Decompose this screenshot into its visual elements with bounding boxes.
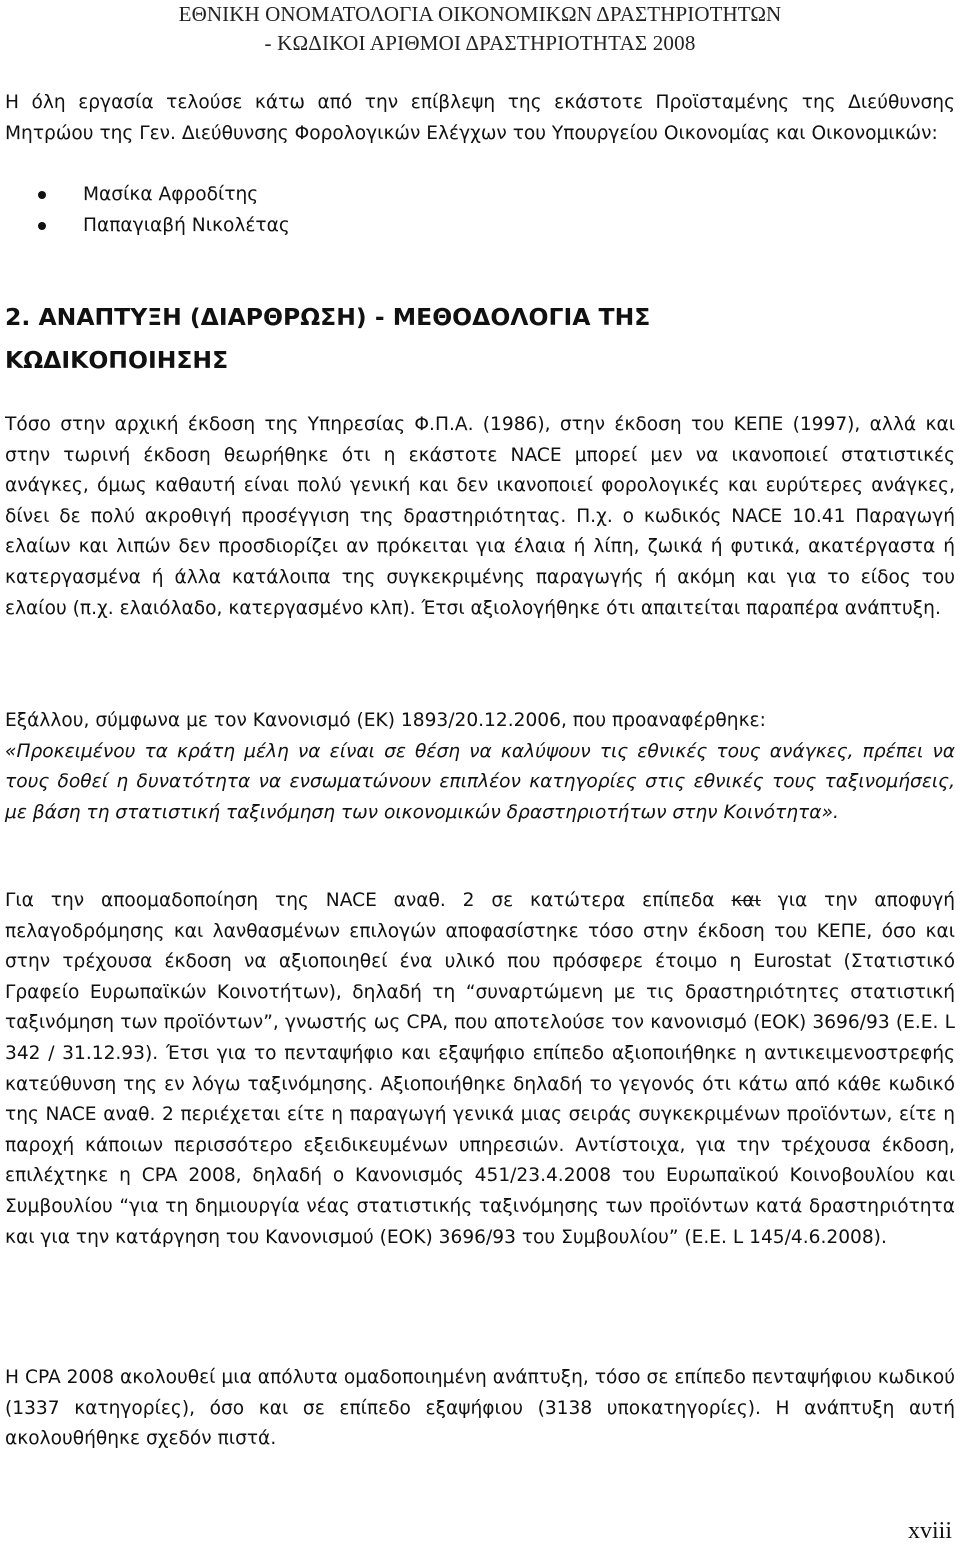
header-line-2: - ΚΩΔΙΚΟΙ ΑΡΙΘΜΟΙ ΔΡΑΣΤΗΡΙΟΤΗΤΑΣ 2008 <box>264 31 696 55</box>
section-heading <box>5 296 905 382</box>
paragraph-text-part-2: για την αποφυγή πελαγοδρόμησης και λανθασμένων επιλογών αποφασίστηκε τόσο στην έκδοση του ΚΕΠΕ, όσο και στην τρέχουσα έκδοση να αξιοποιηθεί ένα υλικό που πρόσφερε έτοιμο η Eurostat (Στατιστικό Γραφείο Ευρωπαϊκών Κοινοτήτων), δηλαδή τη “συναρτώμενη με τις δραστηριότητες στατιστική ταξινόμηση των προϊόντων”, γνωστής ως CPA, που αποτελούσε τον κανονισμό (ΕΟΚ) 3696/93 (Ε.Ε. L 342 / 31.12.93). Έτσι για το πενταψήφιο και εξαψήφιο επίπεδο αξιοποιήθηκε η αντικειμενοστρεφής κατεύθυνση της εν λόγω ταξινόμησης. Αξιοποιήθηκε δηλαδή το γεγονός ότι κάτω από κάθε κωδικό της NACE αναθ. 2 περιέχεται είτε η παραγωγή γενικά μιας σειράς συγκεκριμένων προϊόντων, είτε η παροχή κάποιων περισσότερο εξειδικευμένων υπηρεσιών. Αντίστοιχα, για την τρέχουσα έκδοση, επιλέχτηκε η CPA 2008, δηλαδή ο Κανονισμός 451/23.4.2008 του Ευρωπαϊκού Κοινοβουλίου και Συμβουλίου “για τη δημιουργία νέας στατιστικής ταξινόμησης των προϊόντων κατά δραστηριότητα και για την κατάργηση του Κανονισμού (ΕΟΚ) 3696/93 του Συμβουλίου” (Ε.Ε. L 145/4.6.2008). <box>5 890 955 1248</box>
paragraph-text <box>5 886 955 1253</box>
intro-paragraph <box>5 88 955 149</box>
running-header <box>0 0 960 58</box>
intro-text: Η όλη εργασία τελούσε κάτω από την επίβλεψη της εκάστοτε Προϊσταμένης της Διεύθυνσης Μητρώου της Γεν. Διεύθυνσης Φορολογικών Ελέγχων του Υπουργείου Οικονομίας και Οικονομικών: <box>5 92 955 144</box>
paragraph-cpa <box>5 1363 955 1455</box>
page-number: xviii <box>907 1518 952 1544</box>
paragraph-disaggregation <box>5 886 955 1253</box>
section-heading-line-2: ΚΩΔΙΚΟΠΟΙΗΣΗΣ <box>5 346 229 374</box>
paragraph-text: Η CPA 2008 ακολουθεί μια απόλυτα ομαδοποιημένη ανάπτυξη, τόσο σε επίπεδο πενταψήφιου κωδικού (1337 κατηγορίες), όσο και σε επίπεδο εξαψήφιου (3138 υποκατηγορίες). Η ανάπτυξη αυτή ακολουθήθηκε σχεδόν πιστά. <box>5 1367 955 1450</box>
bullet-icon <box>38 191 46 199</box>
struck-word: και <box>731 890 761 911</box>
paragraph-text: Τόσο στην αρχική έκδοση της Υπηρεσίας Φ.Π.Α. (1986), στην έκδοση του ΚΕΠΕ (1997), αλλά και στην τωρινή έκδοση θεωρήθηκε ότι η εκάστοτε NACE μπορεί μεν να ικανοποιεί στατιστικές ανάγκες, όμως καθαυτή είναι πολύ γενική και δεν ικανοποιεί φορολογικές και ευρύτερες ανάγκες, δίνει δε πολύ ακροθιγή προσέγγιση της δραστηριότητας. Π.χ. ο κωδικός NACE 10.41 Παραγωγή ελαίων και λιπών δεν προσδιορίζει αν πρόκειται για έλαια ή λίπη, ζωικά ή φυτικά, ακατέργαστα ή κατεργασμένα ή άλλα κατάλοιπα της συγκεκριμένης παραγωγής ή ακόμη και για το είδος του ελαίου (π.χ. ελαιόλαδο, κατεργασμένο κλπ). Έτσι αξιολογήθηκε ότι απαιτείται παραπέρα ανάπτυξη. <box>5 414 955 619</box>
list-item-text: Μασίκα Αφροδίτης <box>83 184 259 205</box>
supervisor-list <box>5 179 905 241</box>
paragraph-lead: Εξάλλου, σύμφωνα με τον Κανονισμό (ΕΚ) 1893/20.12.2006, που προαναφέρθηκε: <box>5 710 766 731</box>
paragraph-regulation <box>5 706 955 828</box>
bullet-icon <box>38 222 46 230</box>
paragraph-text-part-1: Για την αποομαδοποίηση της NACE αναθ. 2 σε κατώτερα επίπεδα <box>5 890 732 911</box>
list-item <box>5 179 905 210</box>
section-heading-line-1: 2. ΑΝΑΠΤΥΞΗ (ΔΙΑΡΘΡΩΣΗ) - ΜΕΘΟΔΟΛΟΓΙΑ ΤΗΣ <box>5 303 651 331</box>
regulation-quote: «Προκειμένου τα κράτη μέλη να είναι σε θέση να καλύψουν τις εθνικές τους ανάγκες, πρέπει να τους δοθεί η δυνατότητα να ενσωματώνουν επιπλέον κατηγορίες στις εθνικές τους ταξινομήσεις, με βάση τη στατιστική ταξινόμηση των οικονομικών δραστηριοτήτων στην Κοινότητα». <box>5 740 955 823</box>
list-item-text: Παπαγιαβή Νικολέτας <box>83 215 290 236</box>
list-item <box>5 210 905 241</box>
paragraph-methodology <box>5 410 955 624</box>
header-line-1: ΕΘΝΙΚΗ ΟΝΟΜΑΤΟΛΟΓΙΑ ΟΙΚΟΝΟΜΙΚΩΝ ΔΡΑΣΤΗΡΙΟΤΗΤΩΝ <box>178 2 782 26</box>
